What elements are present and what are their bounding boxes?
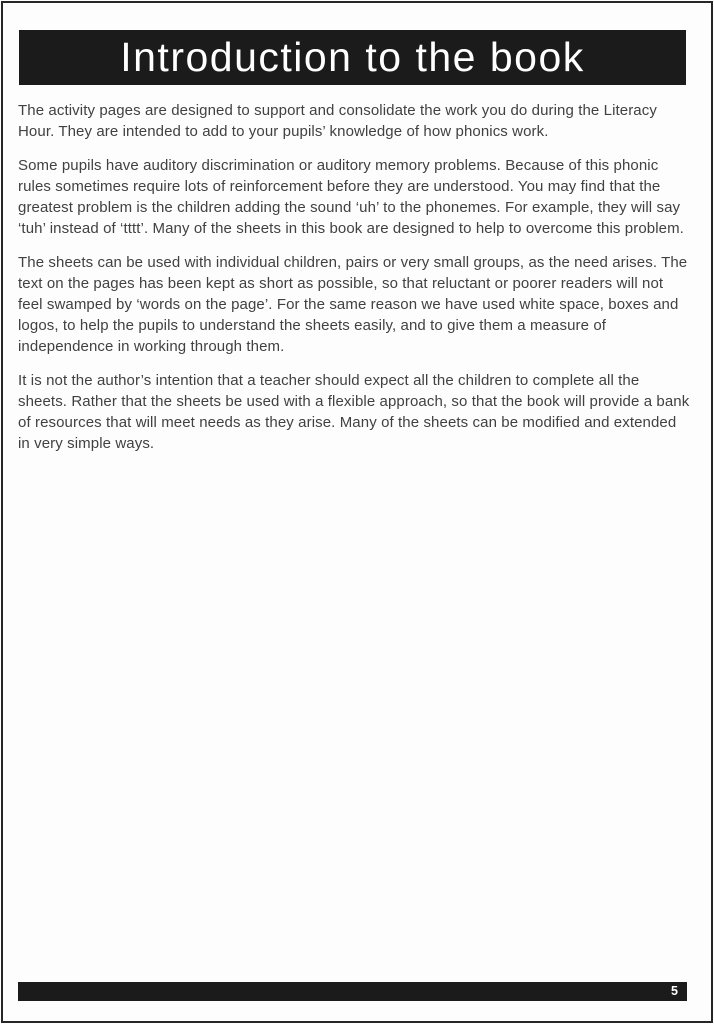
introduction-text [18,100,690,467]
page-number: 5 [671,984,678,998]
title-bar [19,30,686,85]
paragraph-auditory-problems: Some pupils have auditory discrimination or auditory memory problems. Because of this phonic rules sometimes require lots of reinforcement before they are understood. You may find that the greatest problem is the children adding the sound ‘uh’ to the phonemes. For example, they will say ‘tuh’ instead of ‘tttt’. Many of the sheets in this book are designed to help to overcome this problem. [18,157,684,237]
paragraph-activity-pages: The activity pages are designed to support and consolidate the work you do during the Literacy Hour. They are intended to add to your pupils’ knowledge of how phonics work. [18,102,657,140]
page-title: Introduction to the book [120,34,585,80]
footer-bar [18,982,687,1001]
paragraph-sheet-usage: The sheets can be used with individual children, pairs or very small groups, as the need arises. The text on the pages has been kept as short as possible, so that reluctant or poorer readers will not feel swamped by ‘words on the page’. For the same reason we have used white space, boxes and logos, to help the pupils to understand the sheets easily, and to give them a measure of independence in working through them. [18,254,688,355]
paragraph-authors-intention: It is not the author’s intention that a teacher should expect all the children to complete all the sheets. Rather that the sheets be used with a flexible approach, so that the book will provide a bank of resources that will meet needs as they arise. Many of the sheets can be modified and extended in very simple ways. [18,372,690,452]
